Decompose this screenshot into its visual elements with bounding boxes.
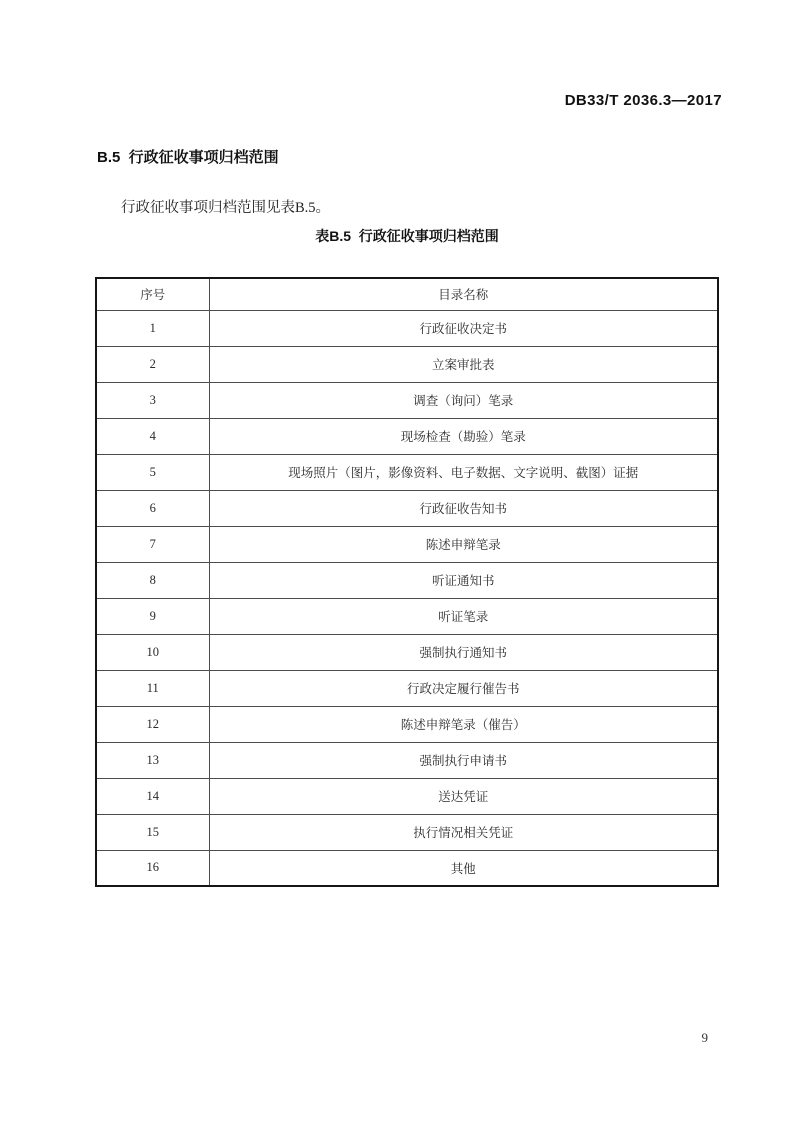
row-number-cell: 11 — [96, 670, 209, 706]
row-title-cell: 送达凭证 — [209, 778, 718, 814]
row-title-cell: 行政决定履行催告书 — [209, 670, 718, 706]
row-number-cell: 9 — [96, 598, 209, 634]
table-row — [96, 670, 718, 706]
row-number-cell: 13 — [96, 742, 209, 778]
row-number-cell: 7 — [96, 526, 209, 562]
page-number: 9 — [701, 1030, 708, 1045]
table-row — [96, 382, 718, 418]
row-number-cell: 8 — [96, 562, 209, 598]
row-number-cell: 1 — [96, 310, 209, 346]
row-title-cell: 听证笔录 — [209, 598, 718, 634]
row-number-cell: 2 — [96, 346, 209, 382]
intro-paragraph: 行政征收事项归档范围见表B.5。 — [121, 200, 331, 216]
table-row — [96, 850, 718, 886]
row-number-cell: 5 — [96, 454, 209, 490]
row-title-cell: 现场检查（勘验）笔录 — [209, 418, 718, 454]
row-number-cell: 4 — [96, 418, 209, 454]
row-title-cell: 听证通知书 — [209, 562, 718, 598]
row-title-cell: 强制执行申请书 — [209, 742, 718, 778]
row-title-cell: 执行情况相关凭证 — [209, 814, 718, 850]
row-title-cell: 陈述申辩笔录（催告） — [209, 706, 718, 742]
table-row — [96, 562, 718, 598]
table-row — [96, 526, 718, 562]
standard-number-header: DB33/T 2036.3—2017 — [564, 92, 722, 109]
table-header-row — [96, 278, 718, 310]
row-number-cell: 14 — [96, 778, 209, 814]
row-title-cell: 行政征收决定书 — [209, 310, 718, 346]
row-title-cell: 调查（询问）笔录 — [209, 382, 718, 418]
row-title-cell: 其他 — [209, 850, 718, 886]
row-title-cell: 陈述申辩笔录 — [209, 526, 718, 562]
table-row — [96, 778, 718, 814]
table-row — [96, 742, 718, 778]
table-row — [96, 814, 718, 850]
header-cell-number: 序号 — [96, 278, 209, 310]
row-title-cell: 现场照片（图片，影像资料、电子数据、文字说明、截图）证据 — [209, 454, 718, 490]
archive-table-body — [96, 278, 718, 886]
row-number-cell: 12 — [96, 706, 209, 742]
table-row — [96, 454, 718, 490]
row-title-cell: 强制执行通知书 — [209, 634, 718, 670]
table-row — [96, 598, 718, 634]
table-caption: 表B.5 行政征收事项归档范围 — [315, 228, 499, 244]
row-number-cell: 6 — [96, 490, 209, 526]
table-row — [96, 634, 718, 670]
archive-scope-table — [95, 277, 719, 887]
row-number-cell: 15 — [96, 814, 209, 850]
row-title-cell: 立案审批表 — [209, 346, 718, 382]
table-row — [96, 310, 718, 346]
table-row — [96, 706, 718, 742]
row-number-cell: 16 — [96, 850, 209, 886]
row-title-cell: 行政征收告知书 — [209, 490, 718, 526]
table-row — [96, 346, 718, 382]
table-row — [96, 490, 718, 526]
row-number-cell: 3 — [96, 382, 209, 418]
table-row — [96, 418, 718, 454]
header-cell-name: 目录名称 — [209, 278, 718, 310]
section-heading: B.5 行政征收事项归档范围 — [97, 149, 279, 166]
row-number-cell: 10 — [96, 634, 209, 670]
